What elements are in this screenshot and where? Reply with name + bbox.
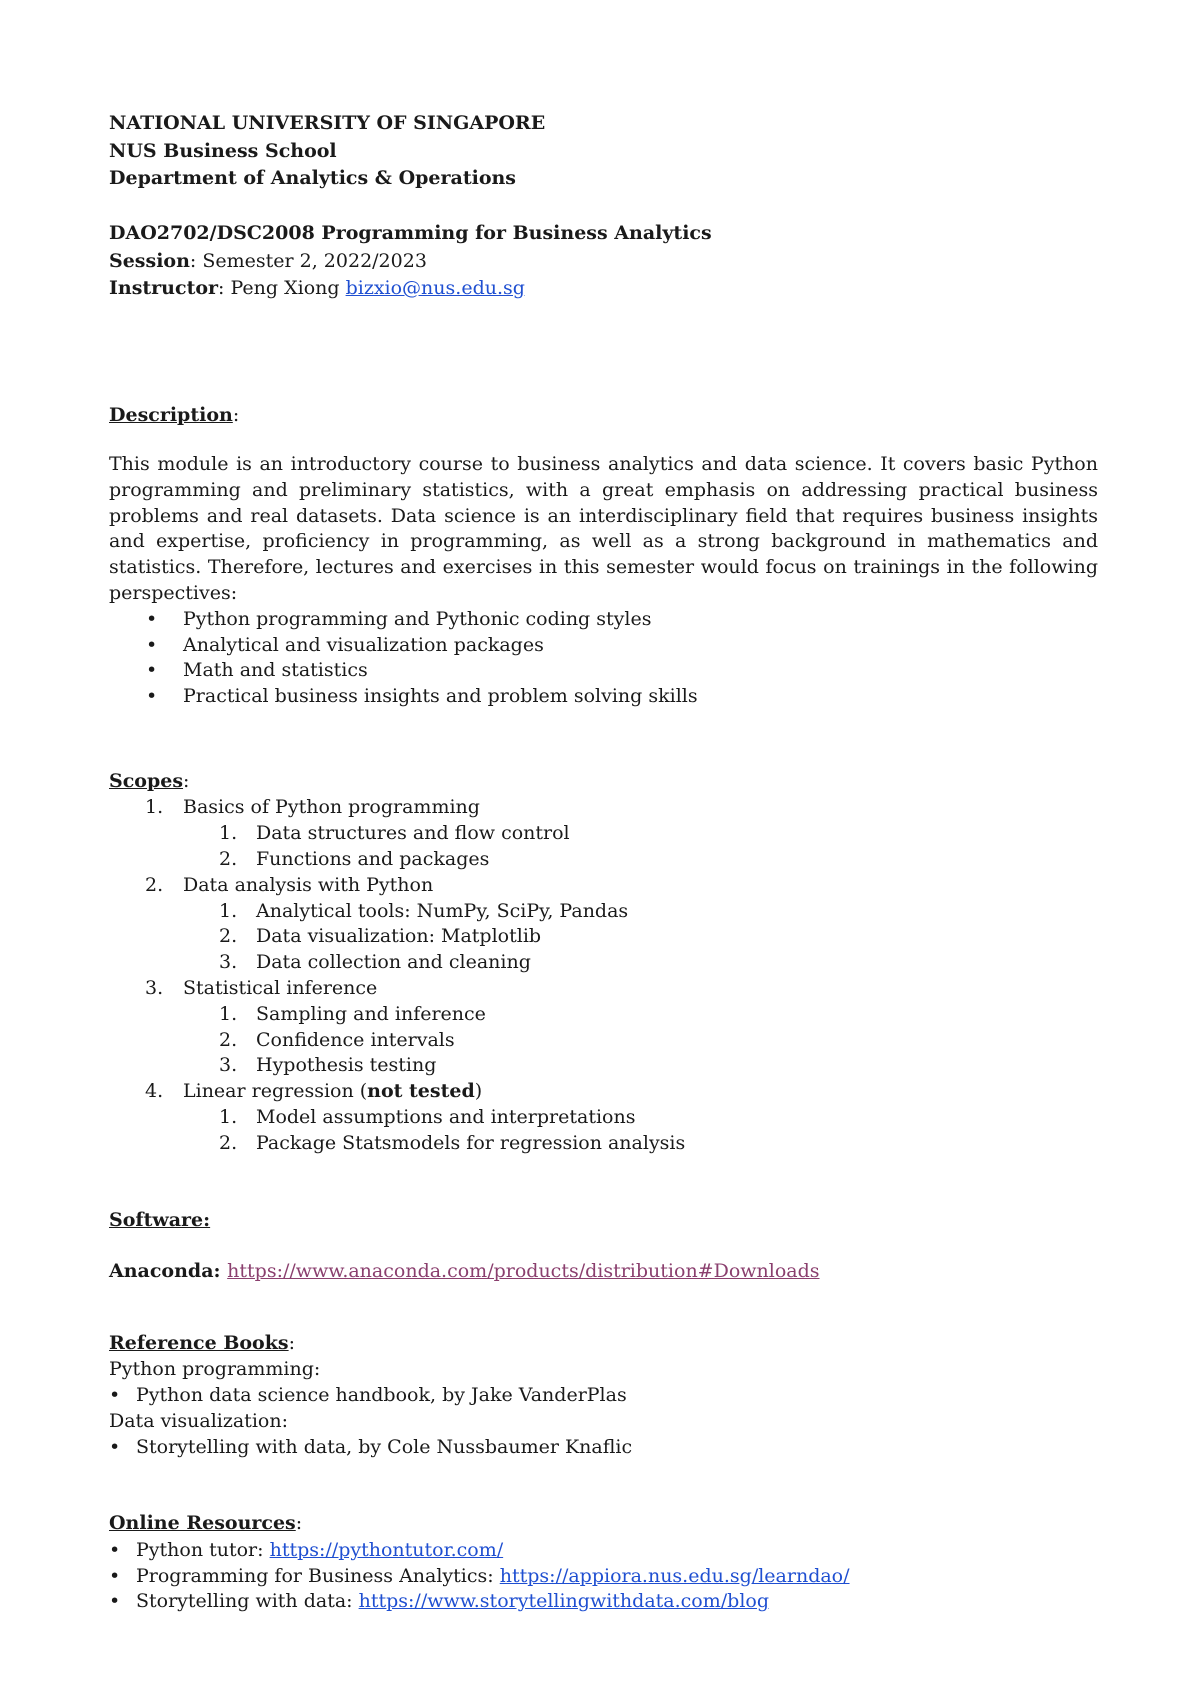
scope-subitem bbox=[109, 1028, 1098, 1054]
viz-books-list bbox=[109, 1435, 1098, 1461]
scope-number: 4. bbox=[145, 1080, 164, 1103]
list-item bbox=[109, 1383, 1098, 1409]
bullet-text: Analytical and visualization packages bbox=[183, 633, 544, 656]
scope-subitem bbox=[109, 1053, 1098, 1079]
description-bullet-item bbox=[109, 658, 1098, 684]
scope-sublabel: Hypothesis testing bbox=[256, 1054, 437, 1077]
instructor-value: : Peng Xiong bbox=[218, 277, 346, 299]
scope-number: 2. bbox=[145, 873, 164, 896]
scope-label: Basics of Python programming bbox=[183, 796, 480, 819]
resource-label: Storytelling with data: bbox=[136, 1590, 359, 1613]
scope-subnumber: 1. bbox=[219, 1106, 238, 1129]
bullet-icon: • bbox=[146, 685, 158, 708]
scope-sublabel: Analytical tools: NumPy, SciPy, Pandas bbox=[256, 899, 629, 922]
viz-book: Storytelling with data, by Cole Nussbaumer Knaflic bbox=[136, 1435, 633, 1458]
online-resources-heading-line: Online Resources: bbox=[109, 1512, 303, 1535]
bullet-text: Math and statistics bbox=[183, 659, 368, 682]
online-resources-heading: Online Resources bbox=[109, 1512, 296, 1535]
scope-subnumber: 1. bbox=[219, 1002, 238, 1025]
bullet-icon: • bbox=[146, 659, 158, 682]
scope-subitem bbox=[109, 821, 1098, 847]
session-value: : Semester 2, 2022/2023 bbox=[189, 249, 427, 272]
reference-books-heading: Reference Books bbox=[109, 1331, 289, 1354]
resource-link[interactable]: https://www.storytellingwithdata.com/blog bbox=[358, 1590, 770, 1613]
resource-link[interactable]: https://appiora.nus.edu.sg/learndao/ bbox=[499, 1564, 850, 1587]
department-name: Department of Analytics & Operations bbox=[109, 167, 516, 189]
description-bullet-list bbox=[109, 607, 1098, 710]
bullet-icon: • bbox=[109, 1435, 121, 1458]
course-title: DAO2702/DSC2008 Programming for Business Analytics bbox=[109, 222, 712, 244]
scope-subnumber: 1. bbox=[219, 822, 238, 845]
scopes-heading: Scopes bbox=[109, 769, 184, 792]
scope-sublabel: Data visualization: Matplotlib bbox=[256, 925, 542, 948]
scope-subnumber: 2. bbox=[219, 1028, 238, 1051]
bullet-icon: • bbox=[109, 1564, 121, 1587]
scope-subnumber: 2. bbox=[219, 925, 238, 948]
python-book: Python data science handbook, by Jake VanderPlas bbox=[136, 1383, 627, 1406]
scope-sublabel: Confidence intervals bbox=[256, 1028, 455, 1051]
list-item bbox=[109, 1435, 1098, 1461]
session-label: Session bbox=[109, 249, 190, 272]
description-bullet-item bbox=[109, 684, 1098, 710]
instructor-email-link[interactable]: bizxio@nus.edu.sg bbox=[345, 277, 525, 299]
description-heading-line: Description: bbox=[109, 403, 240, 426]
scope-item bbox=[109, 795, 1098, 821]
anaconda-label: Anaconda: bbox=[109, 1260, 228, 1283]
scope-subitem bbox=[109, 950, 1098, 976]
scopes-list bbox=[109, 795, 1098, 1156]
scopes-heading-line: Scopes: bbox=[109, 769, 190, 792]
bullet-icon: • bbox=[109, 1590, 121, 1613]
bullet-text: Python programming and Pythonic coding styles bbox=[183, 607, 652, 630]
scope-subnumber: 1. bbox=[219, 899, 238, 922]
reference-books-heading-line: Reference Books: bbox=[109, 1331, 295, 1354]
python-books-list bbox=[109, 1383, 1098, 1409]
online-resource-item bbox=[109, 1564, 1098, 1590]
description-bullet-item bbox=[109, 607, 1098, 633]
anaconda-line bbox=[109, 1258, 1098, 1286]
scope-item bbox=[109, 873, 1098, 899]
scope-subnumber: 2. bbox=[219, 848, 238, 871]
university-name: NATIONAL UNIVERSITY OF SINGAPORE bbox=[109, 112, 546, 134]
scope-label: Data analysis with Python bbox=[183, 873, 434, 896]
scope-subitem bbox=[109, 899, 1098, 925]
scope-note: not tested bbox=[367, 1080, 475, 1103]
scope-label: Linear regression ( bbox=[183, 1080, 368, 1103]
bullet-icon: • bbox=[146, 607, 158, 630]
scope-sublabel: Data collection and cleaning bbox=[256, 951, 531, 974]
scope-number: 3. bbox=[145, 977, 164, 1000]
document-page bbox=[109, 110, 1098, 1615]
scope-item bbox=[109, 976, 1098, 1002]
software-heading: Software: bbox=[109, 1208, 211, 1231]
scope-subnumber: 3. bbox=[219, 1054, 238, 1077]
scope-subitem bbox=[109, 1105, 1098, 1131]
scope-item: 4. Linear regression (not tested) bbox=[109, 1079, 1098, 1105]
bullet-icon: • bbox=[146, 633, 158, 656]
online-resources-list bbox=[109, 1538, 1098, 1615]
description-bullet-item bbox=[109, 633, 1098, 659]
session-line bbox=[109, 248, 1098, 276]
online-resource-item bbox=[109, 1538, 1098, 1564]
bullet-icon: • bbox=[109, 1383, 121, 1406]
scope-sublabel: Package Statsmodels for regression analysis bbox=[256, 1131, 686, 1154]
instructor-label: Instructor bbox=[109, 277, 219, 299]
resource-link[interactable]: https://pythontutor.com/ bbox=[269, 1538, 504, 1561]
resource-label: Programming for Business Analytics: bbox=[136, 1564, 500, 1587]
python-programming-label: Python programming: bbox=[109, 1358, 321, 1381]
scope-subitem bbox=[109, 1131, 1098, 1157]
scope-sublabel: Sampling and inference bbox=[256, 1002, 486, 1025]
scope-sublabel: Model assumptions and interpretations bbox=[256, 1106, 636, 1129]
scope-subitem bbox=[109, 847, 1098, 873]
instructor-line bbox=[109, 275, 1098, 303]
bullet-text: Practical business insights and problem solving skills bbox=[183, 685, 698, 708]
resource-label: Python tutor: bbox=[136, 1538, 270, 1561]
scope-subitem bbox=[109, 1002, 1098, 1028]
scope-subnumber: 2. bbox=[219, 1131, 238, 1154]
scope-number: 1. bbox=[145, 796, 164, 819]
scope-sublabel: Functions and packages bbox=[256, 848, 490, 871]
scope-subnumber: 3. bbox=[219, 951, 238, 974]
data-visualization-label: Data visualization: bbox=[109, 1409, 288, 1432]
scope-subitem bbox=[109, 924, 1098, 950]
description-paragraph: This module is an introductory course to business analytics and data science. It covers basic Python programming and preliminary statistics, with a great emphasis on addressing practical business problems and real datasets. Data science is an interdisciplinary field that requires business insights and expertise, proficiency in programming, as well as a strong background in mathematics and statistics. Therefore, lectures and exercises in this semester would focus on trainings in the following perspectives: bbox=[109, 453, 1098, 604]
scope-label: Statistical inference bbox=[183, 977, 378, 1000]
scope-sublabel: Data structures and flow control bbox=[256, 822, 570, 845]
description-heading: Description bbox=[109, 403, 233, 426]
bullet-icon: • bbox=[109, 1538, 121, 1561]
online-resource-item bbox=[109, 1589, 1098, 1615]
school-name: NUS Business School bbox=[109, 139, 337, 162]
anaconda-link[interactable]: https://www.anaconda.com/products/distribution#Downloads bbox=[227, 1260, 820, 1283]
